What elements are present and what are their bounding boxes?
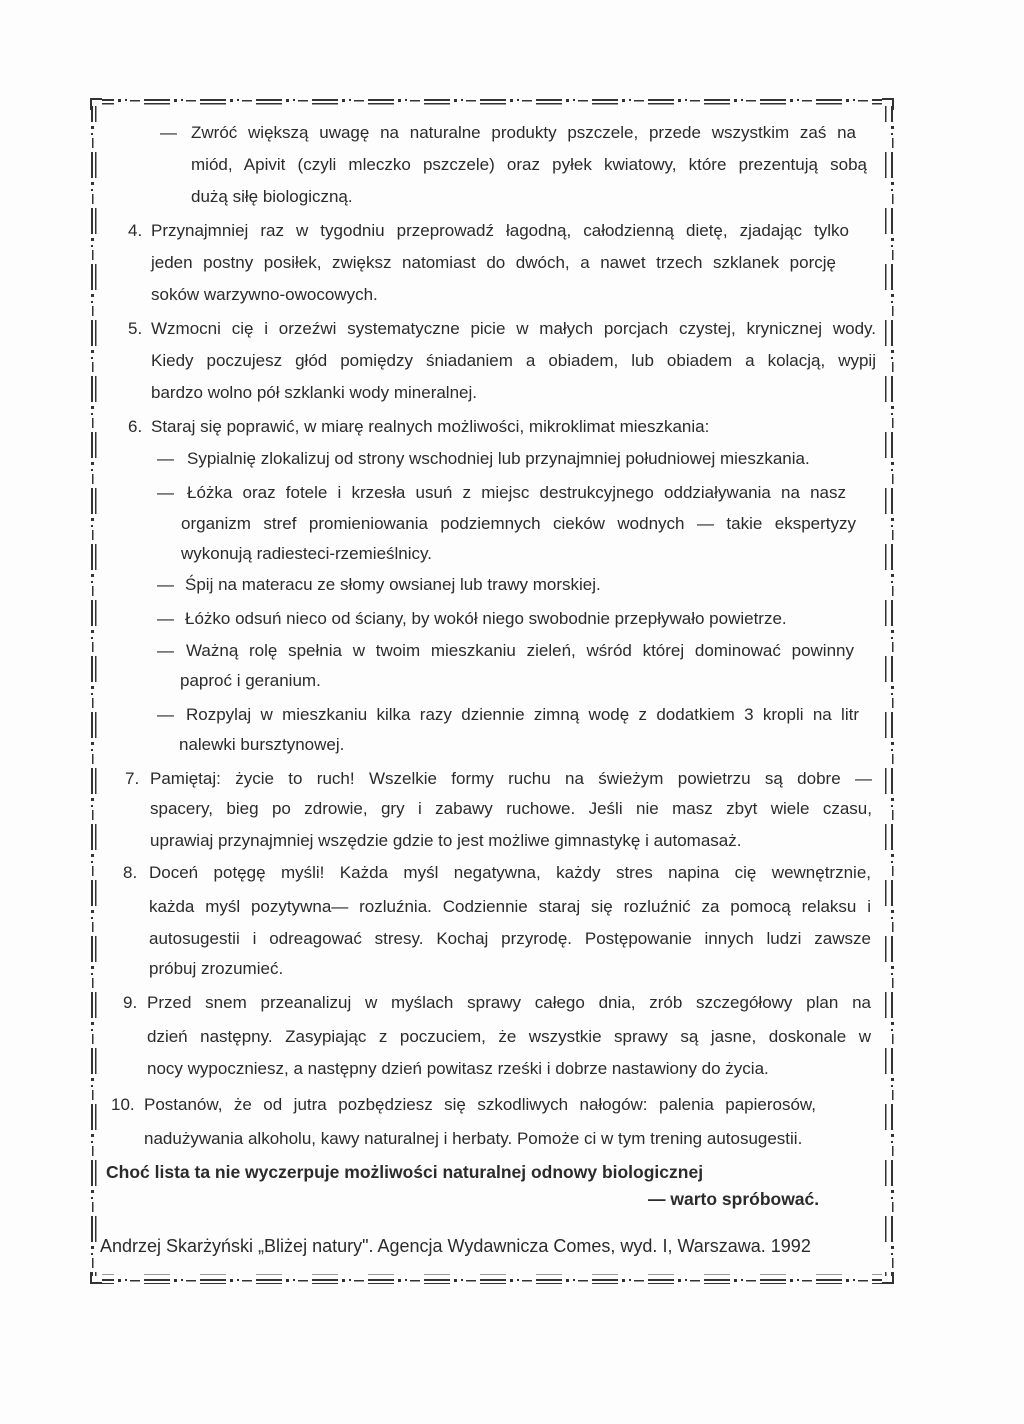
subitem-6-line-2: nalewki bursztynowej. <box>179 735 345 754</box>
subitem-dash-4: — <box>157 609 174 628</box>
item-7-line-1: Pamiętaj: życie to ruch! Wszelkie formy ruchu na świeżym powietrzu są dobre — <box>150 769 872 788</box>
item-number-4: 4. <box>128 221 143 240</box>
item-8-line-3: autosugestii i odreagować stresy. Kochaj przyrodę. Postępowanie innych ludzi zawsze <box>149 929 871 948</box>
intro-line-1: Zwróć większą uwagę na naturalne produkty pszczele, przede wszystkim zaś na <box>191 123 856 142</box>
item-4-line-2: jeden postny posiłek, zwiększ natomiast do dwóch, a nawet trzech szklanek porcję <box>151 253 836 272</box>
subitem-3-line-1: Śpij na materacu ze słomy owsianej lub trawy morskiej. <box>185 575 601 594</box>
conclusion-line-1: Choć lista ta nie wyczerpuje możliwości naturalnej odnowy biologicznej <box>106 1162 704 1182</box>
item-number-6: 6. <box>128 417 143 436</box>
item-4-line-3: soków warzywno-owocowych. <box>151 285 378 304</box>
item-8-line-1: Doceń potęgę myśli! Każda myśl negatywna, każdy stres napina cię wewnętrznie, <box>149 863 871 882</box>
item-number-5: 5. <box>128 319 143 338</box>
source-citation: Andrzej Skarżyński „Bliżej natury". Agencja Wydawnicza Comes, wyd. I, Warszawa. 1992 <box>100 1236 811 1256</box>
intro-dash: — <box>160 123 177 142</box>
item-4-line-1: Przynajmniej raz w tygodniu przeprowadź łagodną, całodzienną dietę, zjadając tylko <box>151 221 849 240</box>
conclusion-line-2: — warto spróbować. <box>648 1189 820 1209</box>
item-10-line-2: nadużywania alkoholu, kawy naturalnej i herbaty. Pomoże ci w tym trening autosugestii. <box>144 1129 803 1148</box>
subitem-dash-5: — <box>157 641 174 660</box>
subitem-2-line-3: wykonują radiesteci-rzemieślnicy. <box>181 544 432 563</box>
subitem-dash-2: — <box>157 483 174 502</box>
item-number-10: 10. <box>111 1095 135 1114</box>
item-7-line-2: spacery, bieg po zdrowie, gry i zabawy ruchowe. Jeśli nie masz zbyt wiele czasu, <box>150 799 872 818</box>
intro-line-2: miód, Apivit (czyli mleczko pszczele) oraz pyłek kwiatowy, które prezentują sobą <box>191 155 867 174</box>
item-8-line-4: próbuj zrozumieć. <box>149 959 284 978</box>
item-5-line-3: bardzo wolno pół szklanki wody mineralnej. <box>151 383 477 402</box>
subitem-5-line-2: paproć i geranium. <box>180 671 321 690</box>
item-9-line-1: Przed snem przeanalizuj w myślach sprawy całego dnia, zrób szczegółowy plan na <box>147 993 871 1012</box>
item-6-line-1: Staraj się poprawić, w miarę realnych możliwości, mikroklimat mieszkania: <box>151 417 710 436</box>
item-9-line-3: nocy wypoczniesz, a następny dzień powitasz rześki i dobrze nastawiony do życia. <box>147 1059 769 1078</box>
subitem-1-line-1: Sypialnię zlokalizuj od strony wschodniej lub przynajmniej południowej mieszkania. <box>187 449 810 468</box>
item-10-line-1: Postanów, że od jutra pozbędziesz się szkodliwych nałogów: palenia papierosów, <box>144 1095 816 1114</box>
item-5-line-2: Kiedy poczujesz głód pomiędzy śniadaniem a obiadem, lub obiadem a kolacją, wypij <box>151 351 876 370</box>
subitem-5-line-1: Ważną rolę spełnia w twoim mieszkaniu zieleń, wśród której dominować powinny <box>186 641 854 660</box>
subitem-6-line-1: Rozpylaj w mieszkaniu kilka razy dziennie zimną wodę z dodatkiem 3 kropli na litr <box>186 705 859 724</box>
intro-line-3: dużą siłę biologiczną. <box>191 187 353 206</box>
item-number-7: 7. <box>125 769 140 788</box>
item-number-8: 8. <box>123 863 138 882</box>
subitem-dash-1: — <box>157 449 174 468</box>
subitem-4-line-1: Łóżko odsuń nieco od ściany, by wokół niego swobodnie przepływało powietrze. <box>185 609 787 628</box>
item-7-line-3: uprawiaj przynajmniej wszędzie gdzie to jest możliwe gimnastykę i automasaż. <box>150 831 742 850</box>
subitem-dash-6: — <box>157 705 174 724</box>
item-number-9: 9. <box>123 993 138 1012</box>
item-5-line-1: Wzmocni cię i orzeźwi systematyczne picie w małych porcjach czystej, krynicznej wody. <box>151 319 876 338</box>
subitem-2-line-2: organizm stref promieniowania podziemnych cieków wodnych — takie ekspertyzy <box>181 514 856 533</box>
subitem-2-line-1: Łóżka oraz fotele i krzesła usuń z miejsc destrukcyjnego oddziaływania na nasz <box>187 483 846 502</box>
item-9-line-2: dzień następny. Zasypiając z poczuciem, że wszystkie sprawy są jasne, doskonale w <box>147 1027 871 1046</box>
item-8-line-2: każda myśl pozytywna— rozluźnia. Codziennie staraj się rozluźnić za pomocą relaksu i <box>149 897 871 916</box>
subitem-dash-3: — <box>157 575 174 594</box>
